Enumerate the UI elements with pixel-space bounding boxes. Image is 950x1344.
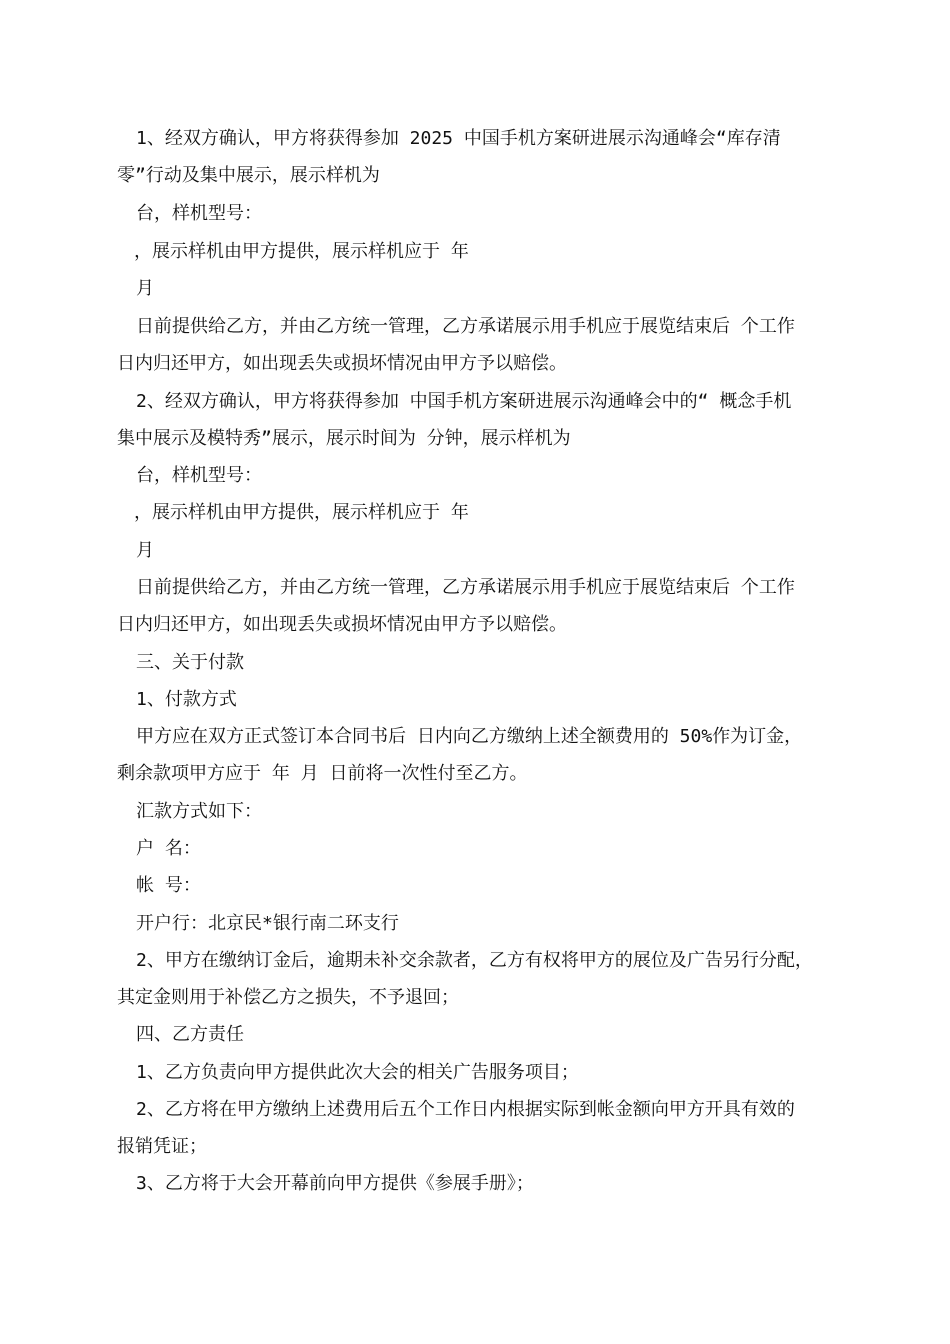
bank-field: 开户行：北京民*银行南二环支行 — [136, 913, 399, 934]
text-line: 月 — [136, 278, 154, 299]
text-line: ，展示样机由甲方提供，展示样机应于 年 — [134, 241, 469, 262]
text-line: 1、乙方负责向甲方提供此次大会的相关广告服务项目； — [136, 1062, 579, 1083]
text-line: 1、经双方确认，甲方将获得参加 2025 中国手机方案研进展示沟通峰会“库存清 — [136, 128, 781, 149]
text-line: ，展示样机由甲方提供，展示样机应于 年 — [134, 502, 469, 523]
account-number-field: 帐 号： — [136, 875, 201, 896]
text-line: 日内归还甲方，如出现丢失或损坏情况由甲方予以赔偿。 — [117, 614, 567, 635]
text-line: 其定金则用于补偿乙方之损失，不予退回； — [117, 987, 459, 1008]
text-line: 剩余款项甲方应于 年 月 日前将一次性付至乙方。 — [117, 763, 528, 784]
text-line: 2、甲方在缴纳订金后，逾期未补交余款者，乙方有权将甲方的展位及广告另行分配， — [136, 950, 813, 971]
text-line: 2、乙方将在甲方缴纳上述费用后五个工作日内根据实际到帐金额向甲方开具有效的 — [136, 1099, 795, 1120]
section-heading: 三、关于付款 — [136, 652, 244, 673]
section-heading: 四、乙方责任 — [136, 1024, 244, 1045]
account-name-field: 户 名： — [136, 838, 201, 859]
text-line: 报销凭证； — [117, 1136, 207, 1157]
text-line: 台，样机型号： — [136, 203, 262, 224]
text-line: 甲方应在双方正式签订本合同书后 日内向乙方缴纳上述全额费用的 50%作为订金， — [136, 726, 803, 747]
text-line: 2、经双方确认，甲方将获得参加 中国手机方案研进展示沟通峰会中的“ 概念手机 — [136, 391, 792, 412]
text-line: 日前提供给乙方，并由乙方统一管理，乙方承诺展示用手机应于展览结束后 个工作 — [136, 316, 795, 337]
text-line: 零”行动及集中展示，展示样机为 — [117, 165, 380, 186]
text-line: 月 — [136, 540, 154, 561]
text-line: 3、乙方将于大会开幕前向甲方提供《参展手册》； — [136, 1173, 534, 1194]
subsection-heading: 1、付款方式 — [136, 689, 237, 710]
text-line: 集中展示及模特秀”展示，展示时间为 分钟，展示样机为 — [117, 428, 571, 449]
text-line: 日前提供给乙方，并由乙方统一管理，乙方承诺展示用手机应于展览结束后 个工作 — [136, 577, 795, 598]
text-line: 台，样机型号： — [136, 465, 262, 486]
text-line: 汇款方式如下： — [136, 801, 262, 822]
text-line: 日内归还甲方，如出现丢失或损坏情况由甲方予以赔偿。 — [117, 353, 567, 374]
